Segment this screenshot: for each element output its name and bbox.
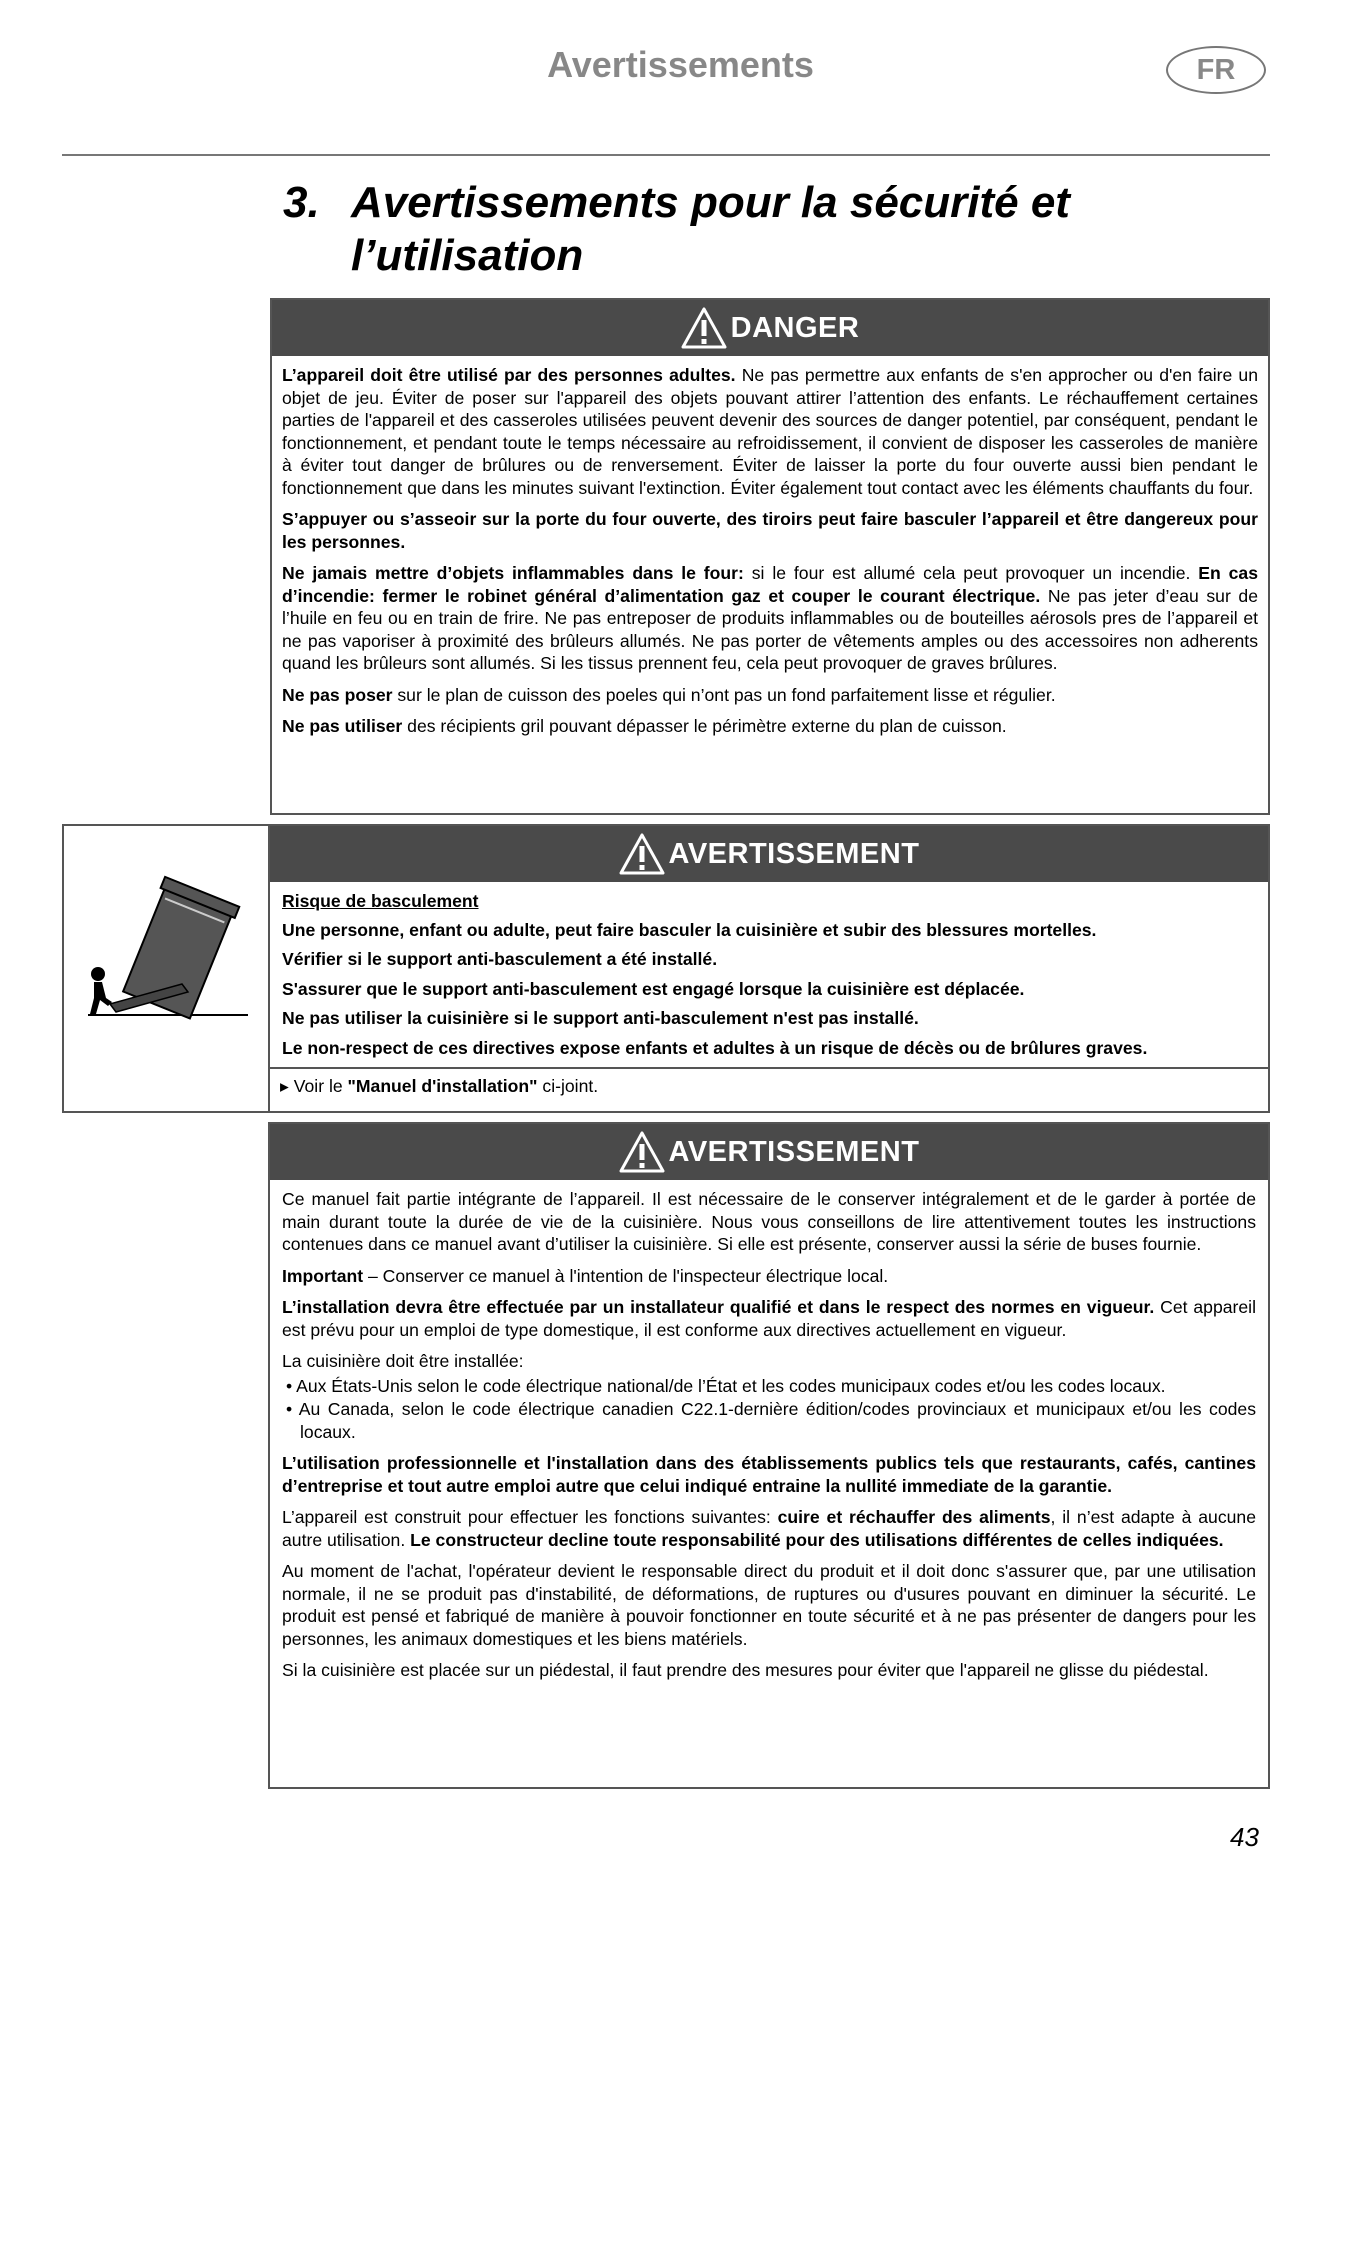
tip-over-icon — [64, 826, 268, 1111]
danger-label: DANGER — [730, 311, 860, 344]
danger-p3-text2: Ne pas jeter d’eau sur de l’huile en feu ou en train de frire. Ne pas entreposer de produits inflammables ou de bouteilles aérosols pres de l’appareil et ne pas vaporiser à proximité des brûleurs allumés. Ne pas porter de vêtements amples ou des accessoires non adherents quand les brûleurs sont allumés. Si les tissus prennent feu, cela peut provoquer de graves brûlures. — [282, 585, 1258, 673]
danger-p1-bold: L’appareil doit être utilisé par des personnes adultes. — [282, 365, 736, 385]
risk-line-text: Vérifier si le support anti-basculement a été installé. — [282, 949, 718, 969]
danger-p5-text: des récipients gril pouvant dépasser le périmètre externe du plan de cuisson. — [402, 716, 1007, 736]
installation-text: Cet appareil est prévu pour un emploi de type domestique, il est conforme aux directives actuellement en vigueur. — [282, 1297, 1256, 1340]
danger-paragraph — [282, 364, 1258, 499]
important-text: – Conserver ce manuel à l'intention de l'inspecteur électrique local. — [363, 1265, 889, 1286]
page-number: 43 — [1230, 1822, 1259, 1852]
installation-bold: L’installation devra être effectuée par un installateur qualifié et dans le respect des normes en vigueur. — [282, 1297, 1155, 1317]
list-item: • Au Canada, selon le code électrique canadien C22.1-dernière édition/codes provinciaux et municipaux et/ou les codes locaux. — [286, 1399, 1256, 1442]
warning-tip-over-box — [268, 824, 1270, 1113]
list-item: • Aux États-Unis selon le code électrique national/de l’État et les codes municipaux codes et/ou les codes locaux. — [286, 1375, 1166, 1396]
list-item-text: Aux États-Unis selon le code électrique national/de l’État et les codes municipaux codes et/ou les codes locaux. — [296, 1375, 1166, 1396]
warning-paragraph: Si la cuisinière est placée sur un piédestal, il faut prendre des mesures pour éviter que l'appareil ne glisse du piédestal. — [282, 1660, 1209, 1680]
warning-triangle-icon — [619, 833, 665, 875]
page-header-title: Avertissements — [547, 44, 814, 85]
tip-over-illustration — [62, 824, 270, 1113]
danger-p1-text: Ne pas permettre aux enfants de s'en approcher ou d'en faire un objet de jeu. Éviter de poser sur l'appareil des objets pouvant attirer l’attention des enfants. Le réchauffement certaines parties de l'appareil et des casseroles utilisées peuvent devenir des sources de danger potentiel, par conséquent, pendant le fonctionnement, et pendant toute le temps nécessaire au refroidissement, il convient de disposer les casseroles de manière à éviter tout danger de brûlures ou de renversement. Éviter de laisser la porte du four ouverte aussi bien pendant le fonctionnement que dans les minutes suivant l'extinction. Éviter également tout contact avec les éléments chauffants du four. — [282, 365, 1258, 498]
risk-line — [282, 919, 1256, 942]
risk-line — [282, 1037, 1256, 1060]
warning-general-box — [268, 1122, 1270, 1789]
warning-triangle-icon — [681, 307, 727, 349]
important-label: Important — [282, 1265, 364, 1286]
arrow-right-icon: ▸ — [280, 1076, 289, 1096]
warning-paragraph — [282, 1506, 1256, 1551]
warning-tip-over-content — [270, 882, 1268, 1067]
danger-paragraph — [282, 684, 1258, 707]
ref-pre-text: Voir le — [293, 1076, 348, 1096]
warning-label: AVERTISSEMENT — [668, 837, 920, 870]
danger-p4-bold: Ne pas poser — [282, 684, 393, 705]
danger-p3-text1: si le four est allumé cela peut provoquer un incendie. — [743, 563, 1199, 583]
risk-line — [282, 978, 1256, 1001]
warning-paragraph — [282, 1296, 1256, 1341]
risk-title-text: Risque de basculement — [282, 891, 479, 911]
header-divider — [62, 154, 1270, 156]
language-badge: FR — [1166, 46, 1266, 94]
danger-box — [270, 298, 1270, 815]
danger-p5-bold: Ne pas utiliser — [282, 716, 403, 736]
warning-general-content — [270, 1180, 1268, 1695]
danger-p3-bold2: En cas d’incendie: fermer le robinet général d’alimentation gaz et couper le courant électrique. — [282, 563, 1258, 606]
danger-p4-text: sur le plan de cuisson des poeles qui n’ont pas un fond parfaitement lisse et régulier. — [392, 684, 1056, 705]
warning-paragraph — [282, 1265, 1256, 1288]
risk-title — [282, 890, 1256, 913]
risk-line — [282, 1007, 1256, 1030]
danger-p2-bold: S’appuyer ou s’asseoir sur la porte du four ouverte, des tiroirs peut faire basculer l’appareil et être dangereux pour les personnes. — [282, 509, 1258, 552]
professional-use-bold: L’utilisation professionnelle et l'installation dans des établissements publics tels que restaurants, cafés, cantines d’entreprise et tout autre emploi autre que celui indiqué entraine la nullité immediate de la garantie. — [282, 1453, 1256, 1496]
section-title: Avertissements pour la sécurité et l’utilisation — [351, 178, 1070, 280]
risk-line-text: Le non-respect de ces directives expose enfants et adultes à un risque de décès ou de brûlures graves. — [282, 1037, 1148, 1058]
warning-paragraph — [282, 1452, 1256, 1497]
section-number: 3. — [283, 178, 320, 227]
warning-paragraph: Au moment de l'achat, l'opérateur devient le responsable direct du produit et il doit donc s'assurer que, par une utilisation normale, il ne se produit pas d'instabilité, de déformations, de ruptures ou d'usures pouvant en diminuer la sécurité. Le produit est pensé et fabriqué de manière à pouvoir fonctionner en toute sécurité et à ne pas présenter de dangers pour les personnes, les animaux domestiques et les biens matériels. — [282, 1561, 1256, 1649]
risk-line-text: S'assurer que le support anti-basculement est engagé lorsque la cuisinière est déplacée. — [282, 978, 1025, 999]
risk-line — [282, 948, 1256, 971]
warning-paragraph: La cuisinière doit être installée: — [282, 1351, 524, 1371]
danger-bar — [272, 300, 1268, 356]
danger-content — [272, 356, 1268, 753]
ref-post-text: ci-joint. — [537, 1076, 599, 1096]
warning-bar — [270, 826, 1268, 882]
danger-paragraph — [282, 715, 1258, 738]
danger-paragraph — [282, 508, 1258, 553]
ref-manual-name: "Manuel d'installation" — [347, 1076, 538, 1096]
risk-line-text: Une personne, enfant ou adulte, peut faire basculer la cuisinière et subir des blessures mortelles. — [282, 919, 1097, 940]
warning-label: AVERTISSEMENT — [668, 1135, 920, 1168]
list-item-text: Au Canada, selon le code électrique canadien C22.1-dernière édition/codes provinciaux et municipaux et/ou les codes locaux. — [298, 1399, 1256, 1442]
danger-paragraph — [282, 562, 1258, 675]
warning-triangle-icon — [619, 1131, 665, 1173]
danger-p3-bold1: Ne jamais mettre d’objets inflammables dans le four: — [282, 563, 744, 583]
risk-line-text: Ne pas utiliser la cuisinière si le support anti-basculement n'est pas installé. — [282, 1008, 919, 1028]
warning-paragraph: Ce manuel fait partie intégrante de l’appareil. Il est nécessaire de le conserver intégralement et de le garder à portée de main durant toute la durée de vie de la cuisinière. Nous vous conseillons de lire attentivement toutes les instructions contenues dans ce manuel avant d’utiliser la cuisinière. Si elle est présente, conserver aussi la série de buses fournie. — [282, 1189, 1256, 1254]
warning-bar — [270, 1124, 1268, 1180]
functions-bold1: cuire et réchauffer des aliments — [777, 1507, 1051, 1527]
functions-bold2: Le constructeur decline toute responsabilité pour des utilisations différentes de celles indiquées. — [410, 1529, 1224, 1550]
functions-text1: L’appareil est construit pour effectuer les fonctions suivantes: — [282, 1507, 778, 1527]
installation-manual-reference — [270, 1067, 1268, 1103]
functions-text2: , il n’est adapte à aucune autre utilisation. — [282, 1507, 1256, 1550]
